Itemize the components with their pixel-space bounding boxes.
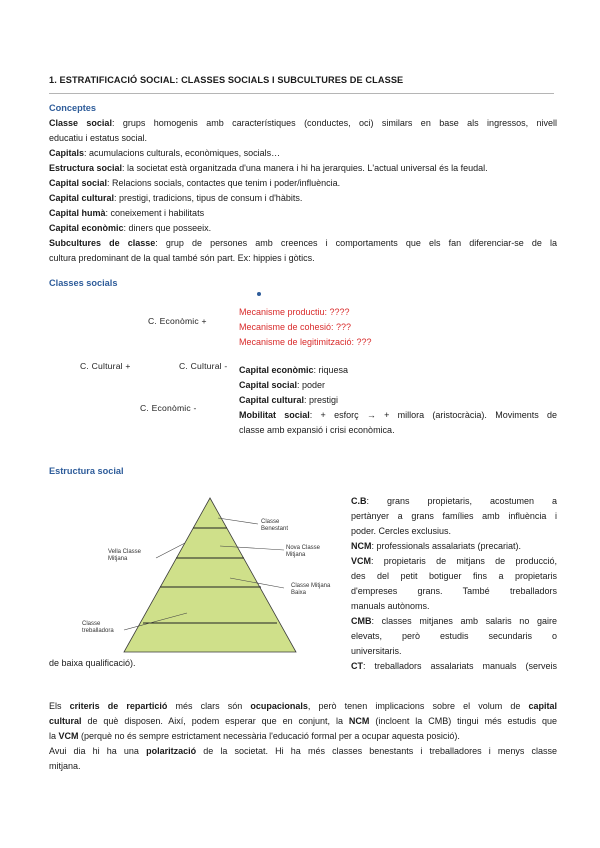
pyramid-desc-line: CT: treballadors assalariats manuals (serveis	[351, 661, 557, 671]
concept-term: Capitals	[49, 148, 85, 158]
class-abbrev: C.B	[351, 496, 367, 506]
handwritten-cult-plus: C. Cultural +	[80, 361, 131, 371]
mobilitat-item: Mobilitat social: + esforç → + millora (aristocràcia). Moviments de	[239, 410, 557, 420]
concept-definition: : coneixement i habilitats	[105, 208, 205, 218]
concept-term: Capital econòmic	[49, 223, 124, 233]
concept-definition: : acumulacions culturals, econòmiques, socials…	[84, 148, 281, 158]
class-abbrev: VCM	[351, 556, 371, 566]
class-abbrev: CT	[351, 661, 363, 671]
pyramid-desc-line: manuals autònoms.	[351, 601, 430, 611]
mechanism-productiu: Mecanisme productiu: ????	[239, 307, 350, 317]
mechanism-cohesio: Mecanisme de cohesió: ???	[239, 322, 352, 332]
concept-line	[49, 251, 557, 266]
pyramid-desc-line: NCM: professionals assalariats (precariat).	[351, 541, 522, 551]
concept-term: Estructura social	[49, 163, 123, 173]
paragraph-line: Els criteris de repartició més clars són ocupacionals, però tenen implicacions sobre el volum de capital	[49, 701, 557, 711]
pyramid-desc-line: CMB: classes mitjanes amb salaris no gaire	[351, 616, 557, 626]
concept-term: Capital cultural	[49, 193, 115, 203]
pyramid-desc-line: poder. Cercles exclusius.	[351, 526, 452, 536]
closing-paragraph-2	[49, 744, 557, 774]
concept-line	[49, 146, 557, 161]
concept-line	[49, 191, 557, 206]
mobilitat-cont: classe amb expansió i crisi econòmica.	[239, 425, 395, 435]
concept-definition: : Relacions socials, contactes que tenim i poder/influència.	[107, 178, 341, 188]
paragraph-line: cultural de què disposen. Així, podem esperar que en conjunt, la NCM (incloent la CMB) tingui més estudis que	[49, 716, 557, 726]
concept-definition: cultura predominant de la qual també són part. Ex: hippies i gòtics.	[49, 253, 315, 263]
mechanism-list	[239, 305, 557, 350]
label-nova-classe-mitjana: Nova Classe Mitjana	[286, 545, 321, 558]
main-heading: 1. ESTRATIFICACIÓ SOCIAL: CLASSES SOCIALS I SUBCULTURES DE CLASSE	[49, 75, 404, 85]
capitals-list	[239, 363, 557, 438]
concept-line	[49, 206, 557, 221]
concept-line	[49, 176, 557, 191]
handwritten-econ-plus: C. Econòmic +	[148, 316, 207, 326]
closing-paragraph-1	[49, 699, 557, 744]
concept-line	[49, 131, 557, 146]
concept-line	[49, 236, 557, 251]
label-classe-treballadora: Classe treballadora	[82, 621, 114, 634]
conceptes-list	[49, 116, 557, 266]
handwritten-econ-minus: C. Econòmic -	[140, 403, 197, 413]
pyramid-desc-line: des del petit botiguer fins a propietaris	[351, 571, 557, 581]
paragraph-line: la VCM (perquè no és sempre estrictament necessària l'educació formal per a ocupar aquesta posició).	[49, 731, 460, 741]
concept-definition: : grups homogenis amb característiques (conductes, oci) similars en base als ingressos, nivell	[111, 118, 557, 128]
concept-term: Capital social	[49, 178, 108, 188]
concept-line	[49, 161, 557, 176]
capital-item: Capital econòmic: riquesa	[239, 365, 349, 375]
concept-definition: : prestigi, tradicions, tipus de consum i d'hàbits.	[114, 193, 303, 203]
paragraph-line: mitjana.	[49, 761, 81, 771]
heading-rule	[49, 93, 554, 94]
pyramid-desc-line: elevats, però estudis secundaris o	[351, 631, 557, 641]
pyramid-description	[351, 494, 557, 674]
section-title-estructura: Estructura social	[49, 466, 124, 476]
capital-item: Capital social: poder	[239, 380, 326, 390]
pyramid-desc-line: universitaris.	[351, 646, 402, 656]
concept-term: Capital humà	[49, 208, 106, 218]
pyramid-desc-line: VCM: propietaris de mitjans de producció,	[351, 556, 557, 566]
class-abbrev: CMB	[351, 616, 372, 626]
section-title-classes: Classes socials	[49, 278, 118, 288]
concept-definition: : la societat està organitzada d'una manera i hi ha jerarquies. L'actual universal és la feudal.	[122, 163, 488, 173]
ct-continuation: de baixa qualificació).	[49, 658, 136, 668]
mechanism-legitimitzacio: Mecanisme de legitimització: ???	[239, 337, 372, 347]
label-classe-mitjana-baixa: Classe Mitjana Baixa	[291, 583, 331, 596]
concept-definition: : grup de persones amb creences i comportaments que els fan diferenciar-se de la	[155, 238, 557, 248]
class-abbrev: NCM	[351, 541, 372, 551]
pyramid-desc-line: d'empreses grans. També treballadors	[351, 586, 557, 596]
label-vella-classe-mitjana: Vella Classe Mitjana	[108, 549, 142, 562]
capital-item: Capital cultural: prestigi	[239, 395, 339, 405]
pyramid-desc-line: C.B: grans propietaris, acostumen a	[351, 496, 557, 506]
section-title-conceptes: Conceptes	[49, 103, 96, 113]
paragraph-line: Avui dia hi ha una polarització de la societat. Hi ha més classes benestants i treballadores i menys classe	[49, 746, 557, 756]
handwritten-cult-minus: C. Cultural -	[179, 361, 228, 371]
concept-term: Subcultures de classe	[49, 238, 156, 248]
concept-definition: : diners que posseeix.	[123, 223, 212, 233]
concept-definition: educatiu i estatus social.	[49, 133, 148, 143]
label-classe-benestant: Classe Benestant	[261, 519, 289, 532]
bullet-dot	[257, 292, 261, 296]
concept-term: Classe social	[49, 118, 112, 128]
pyramid-desc-line: pertànyer a grans famílies amb influència i	[351, 511, 557, 521]
concept-line	[49, 221, 557, 236]
concept-line	[49, 116, 557, 131]
